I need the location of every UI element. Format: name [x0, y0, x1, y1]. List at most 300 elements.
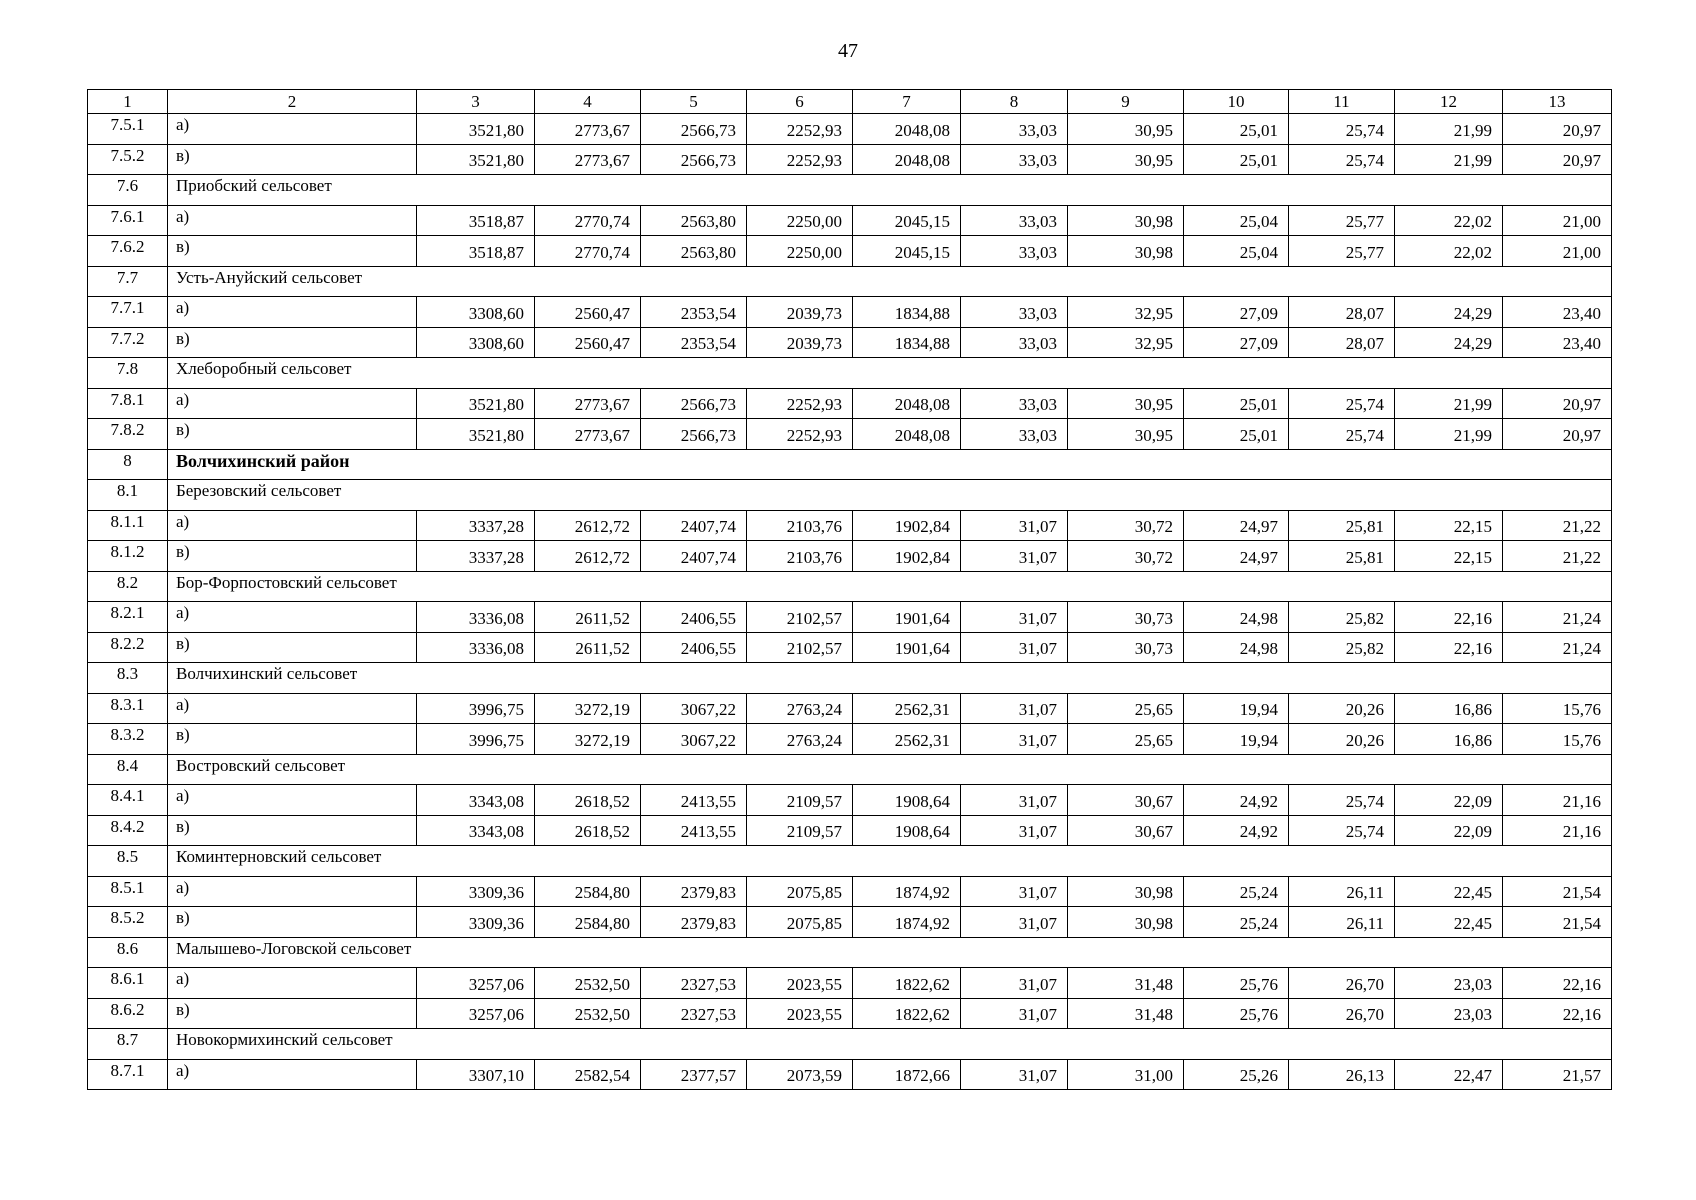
value-cell: 26,70 — [1289, 998, 1395, 1029]
table-row — [88, 297, 1612, 328]
value-cell: 25,24 — [1184, 876, 1289, 907]
council-title: Малышево-Логовской сельсовет — [168, 937, 1612, 968]
value-cell: 3257,06 — [417, 968, 535, 999]
value-cell: 25,77 — [1289, 236, 1395, 267]
row-code: 8.3 — [88, 663, 168, 694]
value-cell: 2353,54 — [641, 327, 747, 358]
value-cell: 22,02 — [1395, 205, 1503, 236]
row-label: в) — [168, 236, 417, 267]
value-cell: 25,74 — [1289, 114, 1395, 145]
value-cell: 25,04 — [1184, 236, 1289, 267]
row-label: а) — [168, 785, 417, 816]
value-cell: 2250,00 — [747, 236, 853, 267]
value-cell: 1908,64 — [853, 815, 961, 846]
row-code: 8.2.2 — [88, 632, 168, 663]
row-label: а) — [168, 602, 417, 633]
row-code: 7.7.1 — [88, 297, 168, 328]
row-code: 8.5.2 — [88, 907, 168, 938]
row-label: а) — [168, 1059, 417, 1090]
value-cell: 31,07 — [961, 724, 1068, 755]
value-cell: 2327,53 — [641, 998, 747, 1029]
value-cell: 25,74 — [1289, 419, 1395, 450]
value-cell: 3337,28 — [417, 510, 535, 541]
value-cell: 23,03 — [1395, 968, 1503, 999]
value-cell: 3309,36 — [417, 907, 535, 938]
column-number-header: 5 — [641, 90, 747, 114]
value-cell: 24,29 — [1395, 297, 1503, 328]
value-cell: 2560,47 — [535, 297, 641, 328]
column-number-header: 3 — [417, 90, 535, 114]
value-cell: 21,99 — [1395, 114, 1503, 145]
value-cell: 33,03 — [961, 114, 1068, 145]
value-cell: 2073,59 — [747, 1059, 853, 1090]
value-cell: 26,11 — [1289, 876, 1395, 907]
row-code: 8.1.2 — [88, 541, 168, 572]
value-cell: 2039,73 — [747, 297, 853, 328]
value-cell: 2563,80 — [641, 205, 747, 236]
value-cell: 31,07 — [961, 907, 1068, 938]
table-row — [88, 632, 1612, 663]
value-cell: 21,22 — [1503, 541, 1612, 572]
value-cell: 2406,55 — [641, 602, 747, 633]
value-cell: 3067,22 — [641, 693, 747, 724]
row-code: 8.6.1 — [88, 968, 168, 999]
value-cell: 3272,19 — [535, 693, 641, 724]
row-label: в) — [168, 724, 417, 755]
row-code: 7.6 — [88, 175, 168, 206]
value-cell: 31,07 — [961, 541, 1068, 572]
row-label: а) — [168, 510, 417, 541]
district-heading-row — [88, 449, 1612, 480]
value-cell: 20,97 — [1503, 114, 1612, 145]
value-cell: 2612,72 — [535, 510, 641, 541]
value-cell: 30,67 — [1068, 815, 1184, 846]
row-code: 8.5.1 — [88, 876, 168, 907]
table-row — [88, 1059, 1612, 1090]
value-cell: 21,99 — [1395, 144, 1503, 175]
value-cell: 33,03 — [961, 144, 1068, 175]
value-cell: 23,03 — [1395, 998, 1503, 1029]
value-cell: 2039,73 — [747, 327, 853, 358]
value-cell: 2252,93 — [747, 419, 853, 450]
value-cell: 31,07 — [961, 785, 1068, 816]
value-cell: 33,03 — [961, 419, 1068, 450]
table-row — [88, 968, 1612, 999]
council-title: Коминтерновский сельсовет — [168, 846, 1612, 877]
table-row — [88, 327, 1612, 358]
value-cell: 33,03 — [961, 297, 1068, 328]
value-cell: 3308,60 — [417, 297, 535, 328]
value-cell: 2045,15 — [853, 205, 961, 236]
value-cell: 31,07 — [961, 510, 1068, 541]
row-code: 8.4.1 — [88, 785, 168, 816]
value-cell: 21,24 — [1503, 602, 1612, 633]
value-cell: 3996,75 — [417, 693, 535, 724]
value-cell: 2407,74 — [641, 510, 747, 541]
value-cell: 2770,74 — [535, 236, 641, 267]
value-cell: 15,76 — [1503, 724, 1612, 755]
row-label: а) — [168, 205, 417, 236]
row-code: 8.1.1 — [88, 510, 168, 541]
value-cell: 22,16 — [1503, 968, 1612, 999]
value-cell: 1902,84 — [853, 510, 961, 541]
value-cell: 30,98 — [1068, 876, 1184, 907]
value-cell: 1872,66 — [853, 1059, 961, 1090]
value-cell: 20,26 — [1289, 724, 1395, 755]
row-code: 8.4 — [88, 754, 168, 785]
row-code: 7.5.1 — [88, 114, 168, 145]
row-label: в) — [168, 144, 417, 175]
value-cell: 2566,73 — [641, 144, 747, 175]
value-cell: 27,09 — [1184, 297, 1289, 328]
table-row — [88, 815, 1612, 846]
value-cell: 25,74 — [1289, 144, 1395, 175]
value-cell: 25,81 — [1289, 510, 1395, 541]
value-cell: 2406,55 — [641, 632, 747, 663]
value-cell: 25,77 — [1289, 205, 1395, 236]
value-cell: 32,95 — [1068, 297, 1184, 328]
value-cell: 2252,93 — [747, 144, 853, 175]
value-cell: 2566,73 — [641, 114, 747, 145]
value-cell: 25,76 — [1184, 968, 1289, 999]
value-cell: 2102,57 — [747, 632, 853, 663]
row-code: 8.6 — [88, 937, 168, 968]
value-cell: 1874,92 — [853, 907, 961, 938]
value-cell: 21,16 — [1503, 815, 1612, 846]
district-title: Волчихинский район — [168, 449, 1612, 480]
column-number-header: 7 — [853, 90, 961, 114]
value-cell: 33,03 — [961, 205, 1068, 236]
value-cell: 25,01 — [1184, 114, 1289, 145]
value-cell: 2532,50 — [535, 968, 641, 999]
column-number-header: 9 — [1068, 90, 1184, 114]
value-cell: 22,15 — [1395, 541, 1503, 572]
table-row — [88, 693, 1612, 724]
row-code: 8 — [88, 449, 168, 480]
value-cell: 30,98 — [1068, 907, 1184, 938]
row-code: 7.8.2 — [88, 419, 168, 450]
value-cell: 25,04 — [1184, 205, 1289, 236]
value-cell: 24,92 — [1184, 815, 1289, 846]
value-cell: 31,07 — [961, 876, 1068, 907]
table-row — [88, 144, 1612, 175]
row-label: а) — [168, 968, 417, 999]
value-cell: 2763,24 — [747, 724, 853, 755]
value-cell: 3996,75 — [417, 724, 535, 755]
row-code: 7.7.2 — [88, 327, 168, 358]
column-number-header: 6 — [747, 90, 853, 114]
value-cell: 2048,08 — [853, 388, 961, 419]
value-cell: 25,82 — [1289, 602, 1395, 633]
value-cell: 2563,80 — [641, 236, 747, 267]
row-code: 7.8 — [88, 358, 168, 389]
council-title: Усть-Ануйский сельсовет — [168, 266, 1612, 297]
council-heading-row — [88, 266, 1612, 297]
council-heading-row — [88, 754, 1612, 785]
value-cell: 2377,57 — [641, 1059, 747, 1090]
value-cell: 30,67 — [1068, 785, 1184, 816]
value-cell: 24,98 — [1184, 632, 1289, 663]
value-cell: 21,54 — [1503, 907, 1612, 938]
column-number-header: 1 — [88, 90, 168, 114]
value-cell: 21,99 — [1395, 388, 1503, 419]
value-cell: 2109,57 — [747, 785, 853, 816]
value-cell: 30,72 — [1068, 510, 1184, 541]
value-cell: 3309,36 — [417, 876, 535, 907]
value-cell: 2023,55 — [747, 998, 853, 1029]
value-cell: 30,98 — [1068, 236, 1184, 267]
value-cell: 21,57 — [1503, 1059, 1612, 1090]
council-heading-row — [88, 571, 1612, 602]
value-cell: 2560,47 — [535, 327, 641, 358]
row-code: 7.8.1 — [88, 388, 168, 419]
value-cell: 23,40 — [1503, 297, 1612, 328]
value-cell: 3308,60 — [417, 327, 535, 358]
table-row — [88, 205, 1612, 236]
value-cell: 30,98 — [1068, 205, 1184, 236]
council-heading-row — [88, 663, 1612, 694]
value-cell: 26,13 — [1289, 1059, 1395, 1090]
value-cell: 1901,64 — [853, 632, 961, 663]
value-cell: 31,07 — [961, 815, 1068, 846]
value-cell: 2407,74 — [641, 541, 747, 572]
value-cell: 24,29 — [1395, 327, 1503, 358]
row-code: 8.4.2 — [88, 815, 168, 846]
value-cell: 20,26 — [1289, 693, 1395, 724]
value-cell: 22,45 — [1395, 876, 1503, 907]
council-heading-row — [88, 846, 1612, 877]
table-row — [88, 388, 1612, 419]
column-number-header: 12 — [1395, 90, 1503, 114]
value-cell: 3272,19 — [535, 724, 641, 755]
value-cell: 30,95 — [1068, 144, 1184, 175]
value-cell: 21,22 — [1503, 510, 1612, 541]
value-cell: 1874,92 — [853, 876, 961, 907]
value-cell: 22,09 — [1395, 815, 1503, 846]
value-cell: 26,70 — [1289, 968, 1395, 999]
value-cell: 16,86 — [1395, 693, 1503, 724]
value-cell: 3521,80 — [417, 419, 535, 450]
value-cell: 24,97 — [1184, 510, 1289, 541]
row-code: 8.1 — [88, 480, 168, 511]
council-title: Бор-Форпостовский сельсовет — [168, 571, 1612, 602]
value-cell: 30,95 — [1068, 388, 1184, 419]
value-cell: 3067,22 — [641, 724, 747, 755]
value-cell: 3336,08 — [417, 602, 535, 633]
value-cell: 2103,76 — [747, 541, 853, 572]
value-cell: 2045,15 — [853, 236, 961, 267]
row-code: 8.7.1 — [88, 1059, 168, 1090]
value-cell: 19,94 — [1184, 724, 1289, 755]
row-code: 8.3.1 — [88, 693, 168, 724]
value-cell: 21,24 — [1503, 632, 1612, 663]
column-number-header: 2 — [168, 90, 417, 114]
row-label: в) — [168, 815, 417, 846]
value-cell: 26,11 — [1289, 907, 1395, 938]
column-number-header: 4 — [535, 90, 641, 114]
value-cell: 22,02 — [1395, 236, 1503, 267]
value-cell: 31,07 — [961, 998, 1068, 1029]
value-cell: 20,97 — [1503, 419, 1612, 450]
value-cell: 2582,54 — [535, 1059, 641, 1090]
value-cell: 24,98 — [1184, 602, 1289, 633]
value-cell: 1901,64 — [853, 602, 961, 633]
value-cell: 22,16 — [1395, 632, 1503, 663]
council-heading-row — [88, 358, 1612, 389]
value-cell: 2773,67 — [535, 144, 641, 175]
value-cell: 19,94 — [1184, 693, 1289, 724]
row-code: 8.2 — [88, 571, 168, 602]
value-cell: 3343,08 — [417, 785, 535, 816]
value-cell: 24,92 — [1184, 785, 1289, 816]
value-cell: 3521,80 — [417, 388, 535, 419]
value-cell: 25,24 — [1184, 907, 1289, 938]
value-cell: 25,26 — [1184, 1059, 1289, 1090]
value-cell: 2562,31 — [853, 724, 961, 755]
value-cell: 3518,87 — [417, 236, 535, 267]
value-cell: 30,73 — [1068, 632, 1184, 663]
table-row — [88, 602, 1612, 633]
value-cell: 25,65 — [1068, 724, 1184, 755]
value-cell: 33,03 — [961, 236, 1068, 267]
table-row — [88, 541, 1612, 572]
council-title: Хлеборобный сельсовет — [168, 358, 1612, 389]
value-cell: 2566,73 — [641, 419, 747, 450]
value-cell: 31,07 — [961, 1059, 1068, 1090]
value-cell: 28,07 — [1289, 297, 1395, 328]
table-row — [88, 419, 1612, 450]
council-title: Волчихинский сельсовет — [168, 663, 1612, 694]
value-cell: 2353,54 — [641, 297, 747, 328]
value-cell: 3257,06 — [417, 998, 535, 1029]
value-cell: 2562,31 — [853, 693, 961, 724]
row-code: 8.6.2 — [88, 998, 168, 1029]
council-title: Востровский сельсовет — [168, 754, 1612, 785]
value-cell: 2618,52 — [535, 785, 641, 816]
row-code: 7.7 — [88, 266, 168, 297]
value-cell: 22,16 — [1503, 998, 1612, 1029]
value-cell: 2584,80 — [535, 876, 641, 907]
value-cell: 30,95 — [1068, 419, 1184, 450]
value-cell: 22,47 — [1395, 1059, 1503, 1090]
value-cell: 2327,53 — [641, 968, 747, 999]
value-cell: 2532,50 — [535, 998, 641, 1029]
value-cell: 2773,67 — [535, 388, 641, 419]
value-cell: 2109,57 — [747, 815, 853, 846]
value-cell: 25,82 — [1289, 632, 1395, 663]
value-cell: 20,97 — [1503, 144, 1612, 175]
table-row — [88, 907, 1612, 938]
value-cell: 3307,10 — [417, 1059, 535, 1090]
row-code: 8.5 — [88, 846, 168, 877]
value-cell: 1822,62 — [853, 968, 961, 999]
value-cell: 2773,67 — [535, 114, 641, 145]
row-label: а) — [168, 876, 417, 907]
value-cell: 2075,85 — [747, 876, 853, 907]
row-label: в) — [168, 632, 417, 663]
row-label: а) — [168, 297, 417, 328]
value-cell: 2413,55 — [641, 815, 747, 846]
value-cell: 31,48 — [1068, 998, 1184, 1029]
council-title: Приобский сельсовет — [168, 175, 1612, 206]
value-cell: 30,95 — [1068, 114, 1184, 145]
value-cell: 21,00 — [1503, 205, 1612, 236]
row-label: в) — [168, 541, 417, 572]
table-row — [88, 510, 1612, 541]
row-code: 8.2.1 — [88, 602, 168, 633]
value-cell: 3343,08 — [417, 815, 535, 846]
council-title: Новокормихинский сельсовет — [168, 1029, 1612, 1060]
value-cell: 25,81 — [1289, 541, 1395, 572]
table-row — [88, 236, 1612, 267]
row-label: в) — [168, 327, 417, 358]
value-cell: 2075,85 — [747, 907, 853, 938]
row-code: 8.7 — [88, 1029, 168, 1060]
value-cell: 31,07 — [961, 602, 1068, 633]
value-cell: 2413,55 — [641, 785, 747, 816]
value-cell: 2252,93 — [747, 388, 853, 419]
value-cell: 15,76 — [1503, 693, 1612, 724]
value-cell: 30,73 — [1068, 602, 1184, 633]
column-number-header: 13 — [1503, 90, 1612, 114]
row-label: в) — [168, 419, 417, 450]
value-cell: 25,01 — [1184, 388, 1289, 419]
value-cell: 2048,08 — [853, 114, 961, 145]
row-label: в) — [168, 907, 417, 938]
value-cell: 22,15 — [1395, 510, 1503, 541]
column-number-header: 10 — [1184, 90, 1289, 114]
value-cell: 21,99 — [1395, 419, 1503, 450]
value-cell: 2618,52 — [535, 815, 641, 846]
value-cell: 33,03 — [961, 327, 1068, 358]
value-cell: 2770,74 — [535, 205, 641, 236]
value-cell: 2023,55 — [747, 968, 853, 999]
value-cell: 25,65 — [1068, 693, 1184, 724]
value-cell: 3337,28 — [417, 541, 535, 572]
value-cell: 2566,73 — [641, 388, 747, 419]
row-label: а) — [168, 388, 417, 419]
page-number: 47 — [838, 40, 858, 62]
row-label: в) — [168, 998, 417, 1029]
row-code: 7.6.2 — [88, 236, 168, 267]
tariff-table — [87, 89, 1612, 1090]
value-cell: 33,03 — [961, 388, 1068, 419]
value-cell: 1908,64 — [853, 785, 961, 816]
value-cell: 22,09 — [1395, 785, 1503, 816]
row-label: а) — [168, 114, 417, 145]
table-row — [88, 785, 1612, 816]
value-cell: 28,07 — [1289, 327, 1395, 358]
value-cell: 1822,62 — [853, 998, 961, 1029]
value-cell: 2252,93 — [747, 114, 853, 145]
value-cell: 1902,84 — [853, 541, 961, 572]
value-cell: 32,95 — [1068, 327, 1184, 358]
value-cell: 2102,57 — [747, 602, 853, 633]
value-cell: 21,00 — [1503, 236, 1612, 267]
value-cell: 2612,72 — [535, 541, 641, 572]
value-cell: 23,40 — [1503, 327, 1612, 358]
row-code: 7.6.1 — [88, 205, 168, 236]
table-row — [88, 114, 1612, 145]
council-heading-row — [88, 480, 1612, 511]
value-cell: 31,00 — [1068, 1059, 1184, 1090]
value-cell: 20,97 — [1503, 388, 1612, 419]
value-cell: 21,16 — [1503, 785, 1612, 816]
value-cell: 25,76 — [1184, 998, 1289, 1029]
column-number-header: 11 — [1289, 90, 1395, 114]
value-cell: 25,74 — [1289, 815, 1395, 846]
value-cell: 1834,88 — [853, 297, 961, 328]
